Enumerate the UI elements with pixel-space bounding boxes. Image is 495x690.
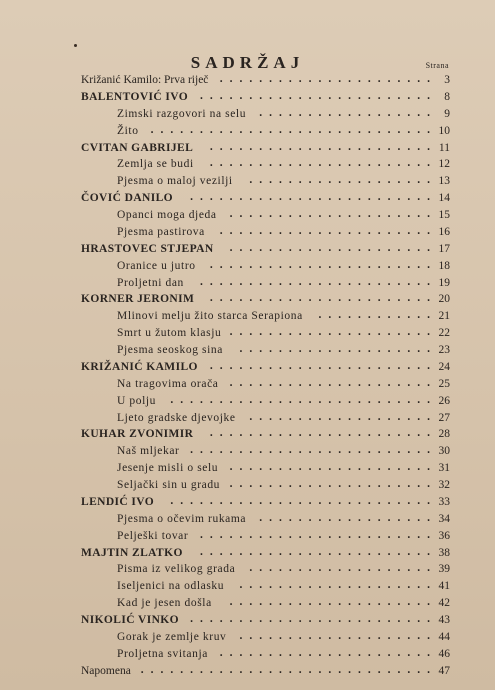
page-number: 13 xyxy=(438,175,450,188)
entry-title: Naš mljekar xyxy=(117,445,180,458)
page-number: 39 xyxy=(438,563,450,576)
dot-leader: ....................... xyxy=(209,427,437,440)
page-number: 15 xyxy=(438,209,450,221)
entry-title: Pjesma o maloj vezilji xyxy=(117,175,233,188)
page-number: 14 xyxy=(438,192,450,205)
toc-author-row xyxy=(0,359,495,376)
page-column-header: Strana xyxy=(425,61,449,70)
dot-leader: ..................... xyxy=(229,478,437,490)
entry-title: Križanić Kamilo: Prva riječ xyxy=(81,74,209,86)
page-number: 31 xyxy=(438,462,450,475)
dot-leader: ...................... xyxy=(219,646,437,659)
toc-poem-row xyxy=(0,578,495,595)
dot-leader: ..................... xyxy=(229,208,437,220)
entry-title: Jesenje misli o selu xyxy=(117,462,219,475)
entry-title: Pjesma o očevim rukama xyxy=(117,512,247,525)
dot-leader: ........................ xyxy=(200,545,437,558)
toc-poem-row xyxy=(0,258,495,275)
entry-title: Pelješki tovar xyxy=(117,529,189,542)
toc-poem-row xyxy=(0,393,495,410)
toc-poem-row xyxy=(0,477,495,494)
toc-poem-row xyxy=(0,443,495,460)
dot-leader: ......................... xyxy=(190,444,437,457)
page-number: 25 xyxy=(438,377,450,390)
toc-poem-row xyxy=(0,123,495,140)
toc-poem-row xyxy=(0,376,495,393)
author-name: KUHAR ZVONIMIR xyxy=(81,428,194,441)
author-name: BALENTOVIĆ IVO xyxy=(81,90,189,103)
page-number: 36 xyxy=(438,529,450,542)
page-number: 32 xyxy=(438,479,450,491)
entry-title: Oranice u jutro xyxy=(117,259,196,272)
dot-leader: .............................. xyxy=(140,663,437,676)
dot-leader: ..................... xyxy=(229,461,437,474)
toc-poem-row xyxy=(0,173,495,190)
dot-leader: ............................. xyxy=(150,123,437,136)
entry-title: Zimski razgovori na selu xyxy=(117,107,247,120)
page-number: 11 xyxy=(438,141,450,154)
dot-leader: ........................... xyxy=(170,393,437,406)
entry-title: Pisma iz velikog grada xyxy=(117,563,236,576)
author-name: NIKOLIĆ VINKO xyxy=(81,614,179,626)
ink-speck xyxy=(74,44,77,47)
page-number: 34 xyxy=(438,512,450,525)
page-number: 19 xyxy=(438,276,450,289)
entry-title: Smrt u žutom klasju xyxy=(117,327,222,340)
author-name: KORNER JERONIM xyxy=(81,293,195,306)
entry-title: Kad je jesen došla xyxy=(117,597,212,610)
toc-poem-row xyxy=(0,275,495,292)
toc-author-row xyxy=(0,89,495,106)
entry-title: Na tragovima orača xyxy=(117,377,219,390)
dot-leader: ...................... xyxy=(219,224,437,237)
dot-leader: ........................ xyxy=(200,528,437,541)
toc-poem-row xyxy=(0,207,495,224)
dot-leader: ....................... xyxy=(209,157,437,170)
page-number: 27 xyxy=(438,411,450,424)
dot-leader: ................... xyxy=(249,174,437,187)
toc-author-row xyxy=(0,241,495,258)
dot-leader: ....................... xyxy=(209,292,437,305)
page-number: 12 xyxy=(438,158,450,171)
toc-entry-row xyxy=(0,72,495,89)
entry-title: Pjesma pastirova xyxy=(117,225,205,238)
entry-title: Seljački sin u gradu xyxy=(117,479,221,491)
toc-author-row xyxy=(0,190,495,207)
page-number: 16 xyxy=(438,225,450,238)
toc-poem-row xyxy=(0,511,495,528)
toc-poem-row xyxy=(0,308,495,325)
toc-poem-row xyxy=(0,342,495,359)
dot-leader: ....................... xyxy=(209,258,437,271)
page-number: 26 xyxy=(438,394,450,407)
dot-leader: ..................... xyxy=(229,241,437,254)
page-number: 21 xyxy=(438,310,450,323)
entry-title: Zemlja se budi xyxy=(117,158,194,171)
page-number: 9 xyxy=(444,107,450,120)
dot-leader: ...................... xyxy=(219,73,437,85)
entry-title: Žito xyxy=(117,124,139,137)
page-number: 8 xyxy=(444,90,450,103)
entry-title: Proljetni dan xyxy=(117,276,184,289)
page-number: 44 xyxy=(438,630,450,643)
table-of-contents xyxy=(0,72,495,680)
author-name: CVITAN GABRIJEL xyxy=(81,141,194,154)
page-number: 18 xyxy=(438,259,450,272)
toc-entry-row xyxy=(0,663,495,680)
dot-leader: ....................... xyxy=(209,359,437,372)
dot-leader: ................... xyxy=(249,562,437,575)
dot-leader: ..................... xyxy=(229,596,437,609)
entry-title: Ljeto gradske djevojke xyxy=(117,411,236,424)
toc-poem-row xyxy=(0,561,495,578)
toc-author-row xyxy=(0,612,495,629)
entry-title: U polju xyxy=(117,394,157,407)
page-number: 43 xyxy=(438,614,450,626)
toc-author-row xyxy=(0,291,495,308)
author-name: MAJTIN ZLATKO xyxy=(81,546,183,559)
dot-leader: .................... xyxy=(239,343,437,355)
dot-leader: .................. xyxy=(259,511,437,524)
dot-leader: .................... xyxy=(239,579,437,592)
entry-title: Mlinovi melju žito starca Serapiona xyxy=(117,310,303,323)
toc-poem-row xyxy=(0,629,495,646)
dot-leader: ........................ xyxy=(200,89,437,102)
dot-leader: ............ xyxy=(318,309,437,322)
author-name: KRIŽANIĆ KAMILO xyxy=(81,360,198,373)
entry-title: Gorak je zemlje kruv xyxy=(117,630,227,643)
page-number: 23 xyxy=(438,344,450,356)
dot-leader: ................... xyxy=(249,410,437,423)
dot-leader: ..................... xyxy=(229,326,437,339)
page-number: 47 xyxy=(438,664,450,677)
toc-poem-row xyxy=(0,595,495,612)
page-number: 38 xyxy=(438,546,450,559)
toc-author-row xyxy=(0,140,495,157)
page-number: 20 xyxy=(438,293,450,306)
page-number: 33 xyxy=(438,495,450,508)
page-number: 17 xyxy=(438,242,450,255)
dot-leader: ....................... xyxy=(209,140,437,153)
dot-leader: ........................... xyxy=(170,494,437,507)
entry-title: Iseljenici na odlasku xyxy=(117,580,225,593)
toc-author-row xyxy=(0,426,495,443)
page-number: 24 xyxy=(438,360,450,373)
entry-title: Opanci moga djeda xyxy=(117,209,217,221)
page-number: 46 xyxy=(438,647,450,660)
dot-leader: ......................... xyxy=(190,191,437,204)
toc-poem-row xyxy=(0,528,495,545)
entry-title: Proljetna svitanja xyxy=(117,647,208,660)
author-name: HRASTOVEC STJEPAN xyxy=(81,242,214,255)
page-number: 42 xyxy=(438,597,450,610)
dot-leader: .................. xyxy=(259,106,437,119)
toc-poem-row xyxy=(0,410,495,427)
dot-leader: ........................ xyxy=(200,275,437,288)
toc-poem-row xyxy=(0,156,495,173)
page-number: 10 xyxy=(438,124,450,137)
entry-title: Napomena xyxy=(81,664,131,677)
toc-author-row xyxy=(0,545,495,562)
page-number: 22 xyxy=(438,327,450,340)
toc-poem-row xyxy=(0,460,495,477)
author-name: ČOVIĆ DANILO xyxy=(81,192,174,205)
toc-poem-row xyxy=(0,646,495,663)
dot-leader: ......................... xyxy=(190,613,437,625)
entry-title: Pjesma seoskog sina xyxy=(117,344,223,356)
dot-leader: ..................... xyxy=(229,376,437,389)
toc-poem-row xyxy=(0,106,495,123)
dot-leader: .................... xyxy=(239,629,437,642)
page-number: 41 xyxy=(438,580,450,593)
toc-poem-row xyxy=(0,224,495,241)
toc-author-row xyxy=(0,494,495,511)
toc-poem-row xyxy=(0,325,495,342)
page-number: 28 xyxy=(438,428,450,441)
page-number: 3 xyxy=(444,74,450,86)
page-number: 30 xyxy=(438,445,450,458)
page-title: SADRŽAJ xyxy=(190,53,305,72)
author-name: LENDIĆ IVO xyxy=(81,495,155,508)
